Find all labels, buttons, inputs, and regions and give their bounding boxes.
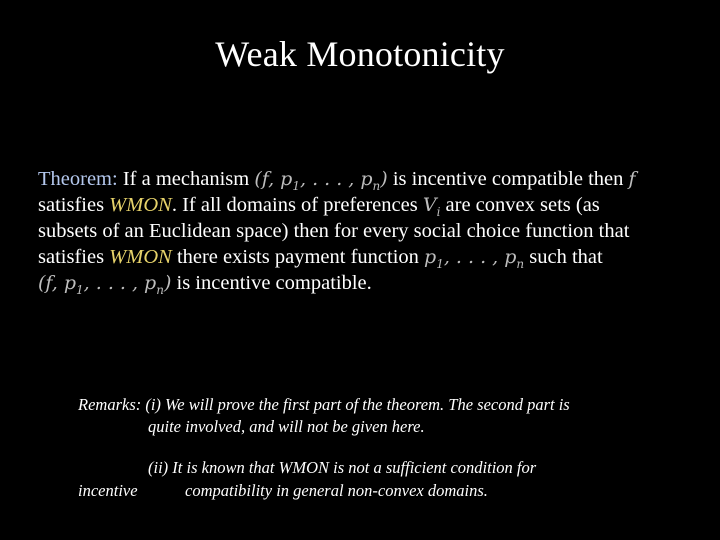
math-f: f — [628, 168, 636, 190]
math-part: p — [424, 246, 437, 268]
math-part: ) — [163, 272, 172, 294]
slide-title: Weak Monotonicity — [215, 34, 505, 74]
theorem-text: are convex sets (as — [440, 194, 600, 216]
remark-line-1: Remarks: (i) We will prove the first part of the theorem. The second part is — [78, 395, 570, 414]
math-part: ) — [380, 168, 388, 190]
math-sub: i — [436, 204, 441, 219]
theorem-text: there exists payment function — [171, 246, 425, 268]
math-part: , . . . , p — [83, 272, 157, 294]
theorem-text: is incentive compatible. — [171, 272, 372, 294]
math-part: , . . . , p — [443, 246, 517, 268]
remark-line-2: quite involved, and will not be given here. — [148, 417, 425, 436]
theorem-line-3 — [38, 218, 629, 244]
math-payments — [424, 246, 525, 271]
math-sub: 1 — [292, 178, 300, 193]
math-sub: n — [372, 178, 381, 193]
math-domain-v — [422, 194, 441, 219]
math-mechanism-tuple — [254, 168, 388, 193]
theorem-text: If a mechanism — [117, 168, 255, 190]
math-part: (f, p — [254, 168, 293, 190]
math-mechanism-tuple — [38, 272, 172, 297]
remark-line-4b: compatibility in general non-convex domains. — [185, 481, 488, 500]
theorem-text: . If all domains of preferences — [171, 194, 423, 216]
remark-line-3: (ii) It is known that WMON is not a sufficient condition for — [148, 458, 537, 477]
math-part: V — [422, 194, 437, 216]
theorem-text: such that — [524, 246, 603, 268]
theorem-text: satisfies — [38, 194, 110, 216]
remark-line-4a: incentive — [78, 481, 138, 500]
theorem-text: subsets of an Euclidean space) then for every social choice function that — [38, 220, 630, 242]
wmon-term: WMON — [109, 246, 172, 268]
math-sub: n — [156, 282, 164, 297]
math-sub: 1 — [436, 256, 444, 271]
theorem-label: Theorem: — [38, 168, 118, 190]
math-sub: n — [516, 256, 525, 271]
theorem-text: is incentive compatible then — [387, 168, 629, 190]
wmon-term: WMON — [109, 194, 172, 216]
theorem-line-5 — [38, 270, 372, 303]
math-part: (f, p — [38, 272, 77, 294]
theorem-text: satisfies — [38, 246, 110, 268]
math-sub: 1 — [76, 282, 84, 297]
math-part: , . . . , p — [299, 168, 373, 190]
